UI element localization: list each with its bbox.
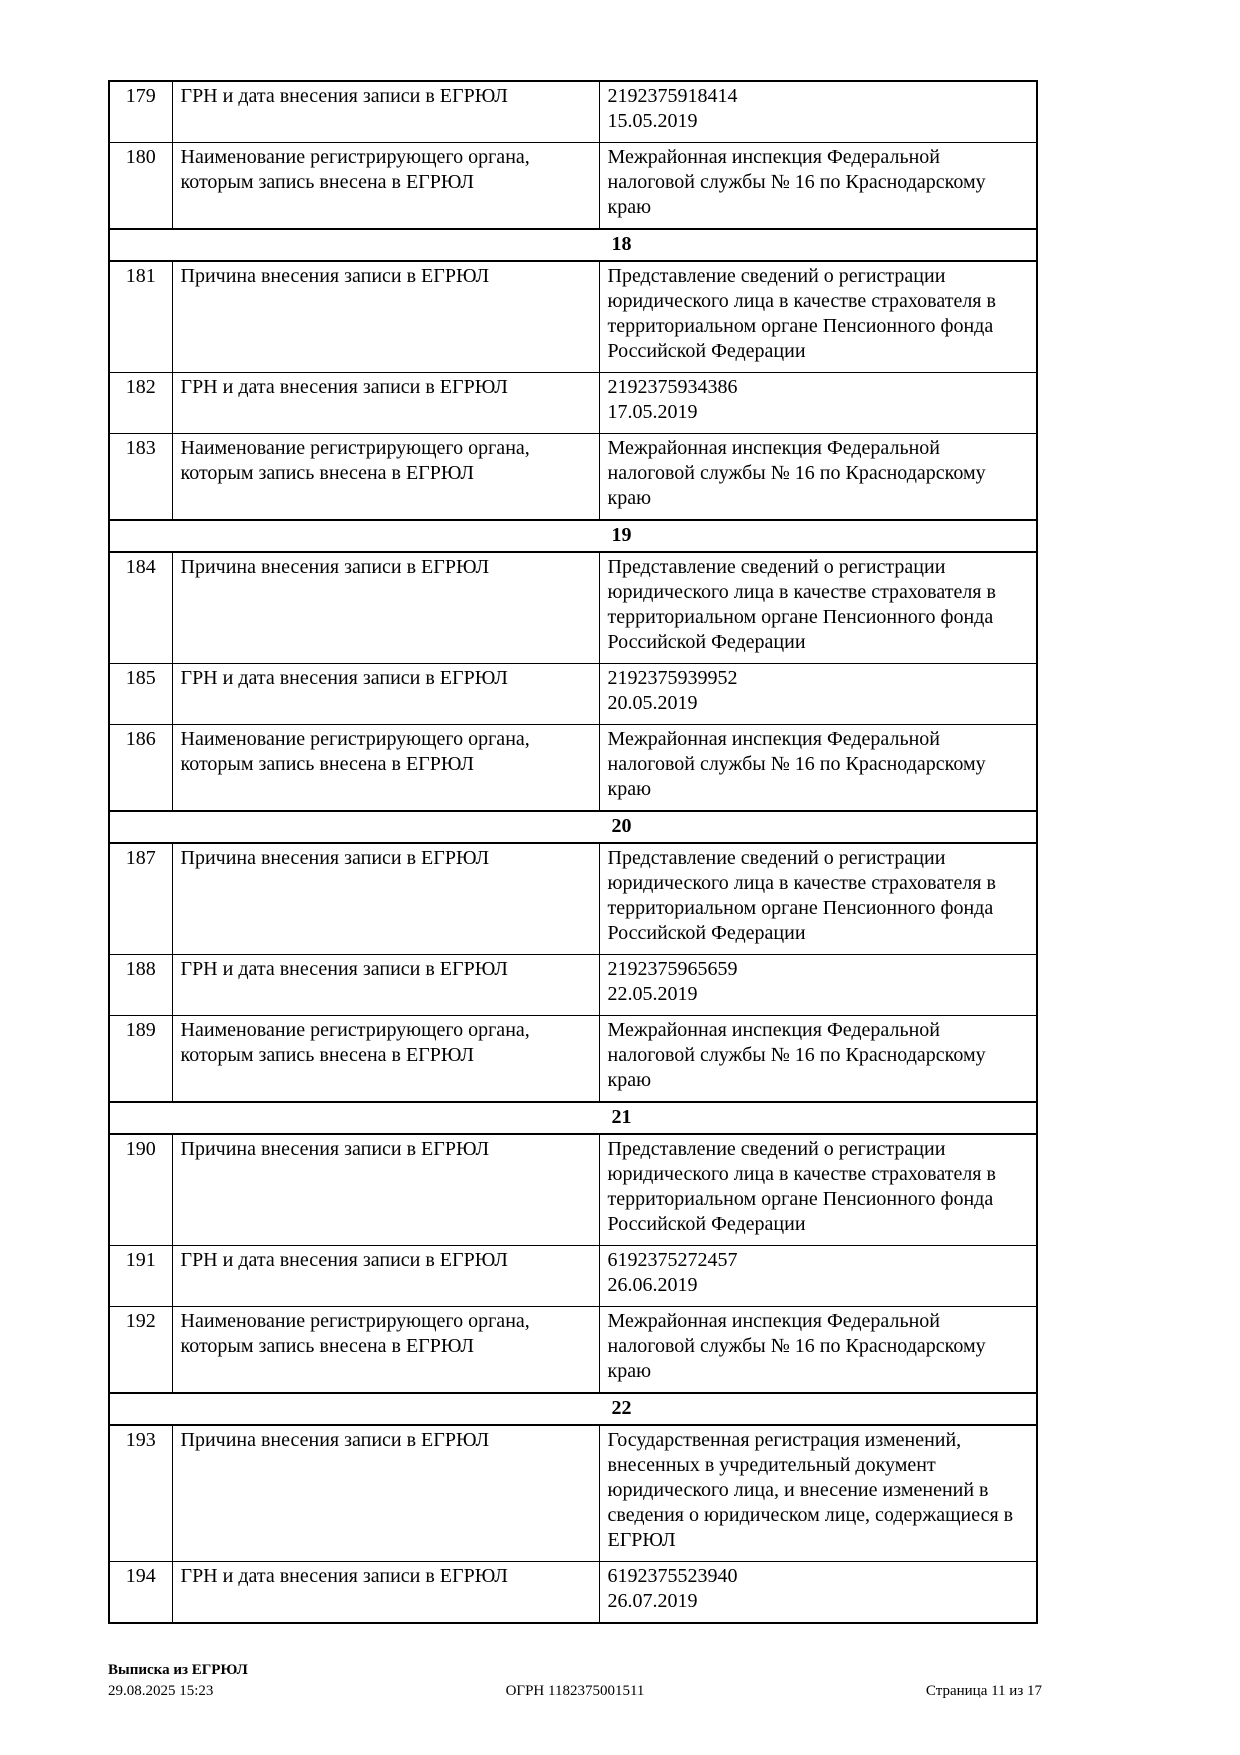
field-label: Причина внесения записи в ЕГРЮЛ [172,552,599,664]
field-label: Наименование регистрирующего органа, которым запись внесена в ЕГРЮЛ [172,434,599,521]
field-label: Причина внесения записи в ЕГРЮЛ [172,843,599,955]
value-line: Государственная регистрация изменений, внесенных в учредительный документ юридического лица, и внесение изменений в сведения о юридическом лице, содержащиеся в ЕГРЮЛ [607,1429,1014,1551]
page-footer [108,1658,1042,1702]
value-line: Представление сведений о регистрации юридического лица в качестве страхователя в территориальном органе Пенсионного фонда Российской Федерации [607,847,996,944]
value-line: Межрайонная инспекция Федеральной налоговой службы № 16 по Краснодарскому краю [607,146,986,218]
table-row [109,725,1037,812]
footer-page-number: Страница 11 из 17 [925,1683,1042,1699]
field-value [599,1016,1037,1103]
field-value [599,552,1037,664]
field-value [599,664,1037,725]
section-header-row [109,1102,1037,1134]
table-row [109,1134,1037,1246]
row-number: 180 [109,143,172,230]
row-number: 185 [109,664,172,725]
value-line: Представление сведений о регистрации юридического лица в качестве страхователя в территориальном органе Пенсионного фонда Российской Федерации [607,556,996,653]
row-number: 181 [109,261,172,373]
field-value [599,1307,1037,1394]
section-header-row [109,520,1037,552]
table-row [109,143,1037,230]
field-value [599,1562,1037,1624]
field-label: Причина внесения записи в ЕГРЮЛ [172,261,599,373]
row-number: 183 [109,434,172,521]
section-header-row [109,811,1037,843]
section-header-row [109,229,1037,261]
row-number: 192 [109,1307,172,1394]
value-line: 17.05.2019 [607,401,698,423]
field-value [599,434,1037,521]
row-number: 194 [109,1562,172,1624]
row-number: 182 [109,373,172,434]
field-label: ГРН и дата внесения записи в ЕГРЮЛ [172,373,599,434]
field-label: Причина внесения записи в ЕГРЮЛ [172,1134,599,1246]
field-label: Наименование регистрирующего органа, которым запись внесена в ЕГРЮЛ [172,725,599,812]
field-value [599,955,1037,1016]
field-value [599,1134,1037,1246]
table-row [109,843,1037,955]
table-row [109,1562,1037,1624]
row-number: 186 [109,725,172,812]
field-value [599,143,1037,230]
value-line: Межрайонная инспекция Федеральной налоговой службы № 16 по Краснодарскому краю [607,437,986,509]
value-line: 6192375272457 [607,1249,738,1271]
value-line: Межрайонная инспекция Федеральной налоговой службы № 16 по Краснодарскому краю [607,728,986,800]
value-line: 22.05.2019 [607,983,698,1005]
table-row [109,261,1037,373]
value-line: 2192375918414 [607,85,738,107]
value-line: 26.07.2019 [607,1590,698,1612]
field-label: ГРН и дата внесения записи в ЕГРЮЛ [172,81,599,143]
value-line: 15.05.2019 [607,110,698,132]
row-number: 191 [109,1246,172,1307]
row-number: 190 [109,1134,172,1246]
field-label: Причина внесения записи в ЕГРЮЛ [172,1425,599,1562]
table-row [109,1246,1037,1307]
section-number: 22 [109,1393,1037,1425]
field-label: Наименование регистрирующего органа, которым запись внесена в ЕГРЮЛ [172,143,599,230]
value-line: 2192375965659 [607,958,738,980]
field-value [599,1246,1037,1307]
field-value [599,373,1037,434]
field-label: Наименование регистрирующего органа, которым запись внесена в ЕГРЮЛ [172,1016,599,1103]
section-number: 19 [109,520,1037,552]
value-line: 2192375934386 [607,376,738,398]
value-line: Представление сведений о регистрации юридического лица в качестве страхователя в территориальном органе Пенсионного фонда Российской Федерации [607,265,996,362]
footer-datetime: 29.08.2025 15:23 [108,1683,214,1699]
value-line: 20.05.2019 [607,692,698,714]
table-row [109,81,1037,143]
table-row [109,1425,1037,1562]
value-line: 6192375523940 [607,1565,738,1587]
table-row [109,664,1037,725]
row-number: 184 [109,552,172,664]
field-label: ГРН и дата внесения записи в ЕГРЮЛ [172,955,599,1016]
value-line: 2192375939952 [607,667,738,689]
row-number: 193 [109,1425,172,1562]
field-value [599,1425,1037,1562]
table-row [109,955,1037,1016]
value-line: Межрайонная инспекция Федеральной налоговой службы № 16 по Краснодарскому краю [607,1310,986,1382]
section-number: 18 [109,229,1037,261]
field-label: ГРН и дата внесения записи в ЕГРЮЛ [172,1562,599,1624]
table-row [109,1307,1037,1394]
section-number: 20 [109,811,1037,843]
field-label: ГРН и дата внесения записи в ЕГРЮЛ [172,1246,599,1307]
table-row [109,373,1037,434]
row-number: 179 [109,81,172,143]
egrul-records-table [108,80,1038,1624]
footer-doc-title: Выписка из ЕГРЮЛ [108,1662,248,1678]
field-value [599,725,1037,812]
table-row [109,1016,1037,1103]
field-label: ГРН и дата внесения записи в ЕГРЮЛ [172,664,599,725]
value-line: Межрайонная инспекция Федеральной налоговой службы № 16 по Краснодарскому краю [607,1019,986,1091]
row-number: 189 [109,1016,172,1103]
value-line: 26.06.2019 [607,1274,698,1296]
field-value [599,81,1037,143]
field-label: Наименование регистрирующего органа, которым запись внесена в ЕГРЮЛ [172,1307,599,1394]
table-row [109,552,1037,664]
value-line: Представление сведений о регистрации юридического лица в качестве страхователя в территориальном органе Пенсионного фонда Российской Федерации [607,1138,996,1235]
row-number: 188 [109,955,172,1016]
table-row [109,434,1037,521]
field-value [599,261,1037,373]
row-number: 187 [109,843,172,955]
section-header-row [109,1393,1037,1425]
section-number: 21 [109,1102,1037,1134]
field-value [599,843,1037,955]
footer-ogrn: ОГРН 1182375001511 [505,1683,645,1699]
